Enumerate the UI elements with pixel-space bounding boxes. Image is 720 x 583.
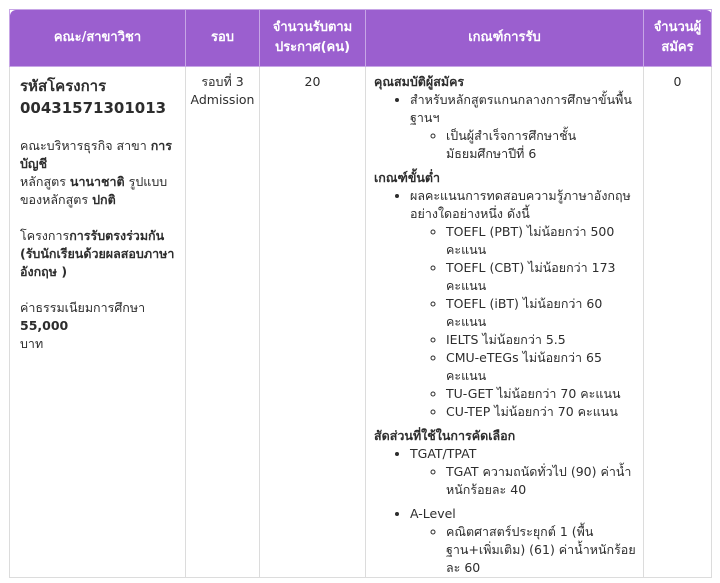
- list-item: [410, 187, 637, 421]
- applicants-cell: [644, 67, 712, 578]
- curriculum-text: [20, 173, 175, 209]
- project-prefix: โครงการ: [20, 228, 70, 243]
- header-round: รอบ: [186, 10, 260, 67]
- qualification-sub: เป็นผู้สำเร็จการศึกษาชั้นมัธยมศึกษาปีที่ 6: [446, 128, 577, 161]
- test-item: ◦ TOEFL (PBT) ไม่น้อยกว่า 500 คะแนน: [446, 223, 637, 259]
- curriculum-name: นานาชาติ: [69, 174, 125, 189]
- project-text: [20, 227, 175, 281]
- quota-value: 20: [304, 74, 321, 89]
- project-name: การรับตรงร่วมกัน (รับนักเรียนด้วยผลสอบภาษาอังกฤษ ): [20, 228, 175, 279]
- format-name: ปกติ: [92, 192, 116, 207]
- applicants-value: 0: [673, 74, 682, 89]
- qualification-title: คุณสมบัติผู้สมัคร: [374, 74, 465, 89]
- qualification-sublist: [410, 127, 637, 163]
- test-item: ◦ CMU-eTEGs ไม่น้อยกว่า 65 คะแนน: [446, 349, 637, 385]
- qualification-list: [374, 91, 637, 163]
- header-row: [10, 10, 712, 67]
- fee-text: [20, 299, 175, 335]
- fee-prefix: ค่าธรรมเนียมการศึกษา: [20, 300, 146, 315]
- tgat-sub: ◦ TGAT ความถนัดทั่วไป (90) ค่าน้ำหนักร้อยละ 40: [446, 463, 637, 499]
- tgat-label: TGAT/TPAT: [410, 446, 477, 461]
- admission-table-container: [9, 9, 711, 578]
- header-faculty: คณะ/สาขาวิชา: [10, 10, 186, 67]
- minimum-item: ผลคะแนนการทดสอบความรู้ภาษาอังกฤษอย่างใดอย่างหนึ่ง ดังนี้: [410, 188, 631, 221]
- ratio-title: สัดส่วนที่ใช้ในการคัดเลือก: [374, 428, 516, 443]
- test-item: ◦ IELTS ไม่น้อยกว่า 5.5: [446, 331, 637, 349]
- list-item: [410, 445, 637, 505]
- program-cell: [10, 67, 186, 578]
- fee-amount: 55,000: [20, 318, 69, 333]
- alevel-sublist: [410, 523, 637, 577]
- test-item: ◦ TOEFL (iBT) ไม่น้อยกว่า 60 คะแนน: [446, 295, 637, 331]
- minimum-title: เกณฑ์ขั้นต่ำ: [374, 170, 441, 185]
- minimum-list: [374, 187, 637, 421]
- admission-table: [9, 9, 712, 578]
- major-name: การบัญชี: [20, 138, 173, 171]
- round-cell: [186, 67, 260, 578]
- criteria-cell: [366, 67, 644, 578]
- quota-cell: [260, 67, 366, 578]
- alevel-label: A-Level: [410, 506, 456, 521]
- list-item: [410, 91, 637, 163]
- round-number: รอบที่ 3: [201, 74, 244, 89]
- test-item: ◦ CU-TEP ไม่น้อยกว่า 70 คะแนน: [446, 403, 637, 421]
- test-list: [410, 223, 637, 421]
- program-code-label: รหัสโครงการ: [20, 77, 107, 95]
- list-item: [410, 505, 637, 577]
- round-name: Admission: [190, 92, 255, 107]
- fee-unit: บาท: [20, 336, 44, 351]
- list-item: [446, 127, 637, 163]
- tgat-sublist: [410, 463, 637, 499]
- format-prefix: รูปแบบของหลักสูตร: [20, 174, 168, 207]
- faculty-text: [20, 137, 175, 173]
- alevel-sub: ◦ คณิตศาสตร์ประยุกต์ 1 (พื้นฐาน+เพิ่มเติม) (61) ค่าน้ำหนักร้อยละ 60: [446, 523, 637, 577]
- faculty-prefix: คณะบริหารธุรกิจ สาขา: [20, 138, 151, 153]
- curriculum-prefix: หลักสูตร: [20, 174, 70, 189]
- program-code: 00431571301013: [20, 99, 167, 117]
- test-item: ◦ TOEFL (CBT) ไม่น้อยกว่า 173 คะแนน: [446, 259, 637, 295]
- header-applicants: จำนวนผู้สมัคร: [644, 10, 712, 67]
- ratio-list: [374, 445, 637, 577]
- header-criteria: เกณฑ์การรับ: [366, 10, 644, 67]
- test-item: ◦ TU-GET ไม่น้อยกว่า 70 คะแนน: [446, 385, 637, 403]
- table-row: [10, 67, 712, 578]
- header-quota: จำนวนรับตามประกาศ(คน): [260, 10, 366, 67]
- qualification-item: สำหรับหลักสูตรแกนกลางการศึกษาขั้นพื้นฐานฯ: [410, 92, 632, 125]
